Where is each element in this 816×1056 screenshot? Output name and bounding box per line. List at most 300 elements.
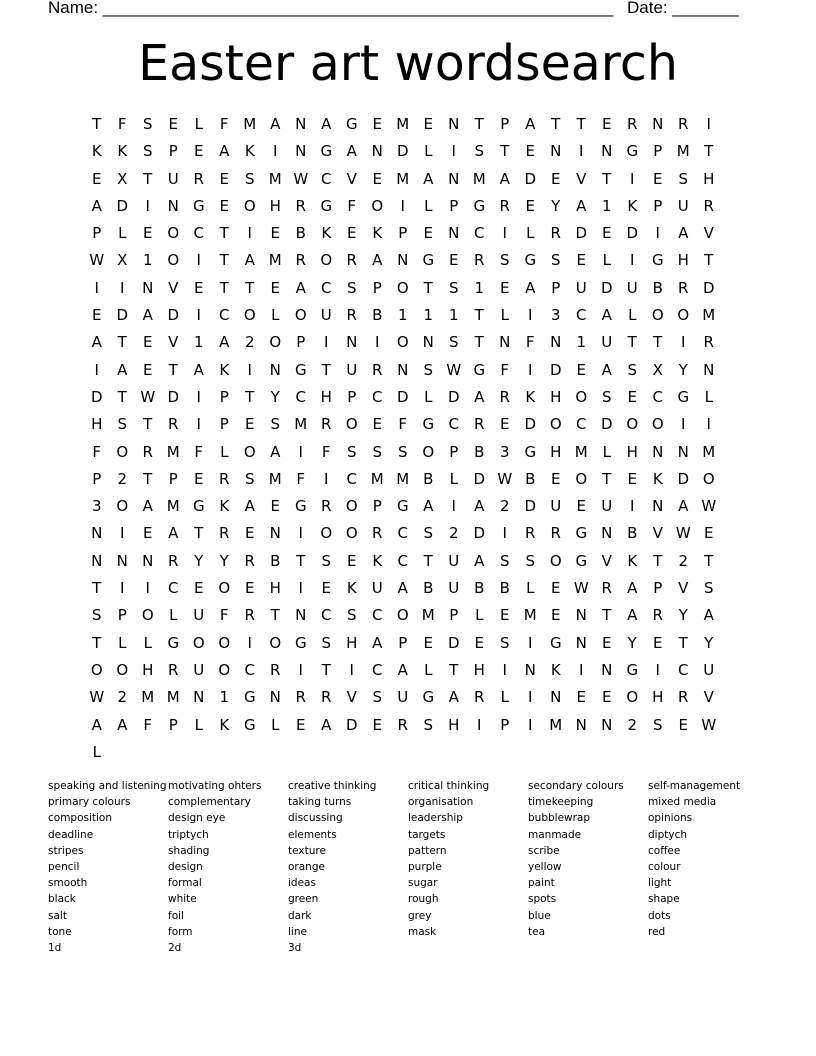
grid-letter: L	[475, 606, 484, 625]
grid-letter: D	[116, 196, 129, 215]
grid-letter: A	[372, 633, 383, 652]
grid-letter: G	[294, 497, 307, 516]
grid-letter: O	[422, 442, 435, 461]
grid-letter: R	[219, 469, 230, 488]
grid-letter: 3	[550, 306, 561, 325]
word-list-item: foil	[168, 909, 184, 922]
word-list-item: white	[168, 893, 197, 906]
grid-letter: Y	[704, 633, 714, 652]
grid-letter: R	[346, 306, 357, 325]
grid-letter: R	[601, 579, 612, 598]
grid-letter: S	[117, 415, 128, 434]
grid-letter: V	[601, 551, 612, 570]
grid-letter: T	[245, 278, 255, 297]
grid-letter: 2	[117, 688, 128, 707]
grid-letter: G	[473, 360, 486, 379]
grid-letter: A	[244, 251, 255, 270]
grid-letter: P	[398, 224, 408, 243]
grid-letter: M	[702, 442, 716, 461]
grid-letter: K	[219, 497, 230, 516]
grid-letter: E	[219, 196, 229, 215]
grid-letter: R	[372, 524, 383, 543]
grid-letter: T	[296, 551, 306, 570]
grid-letter: G	[396, 497, 409, 516]
grid-letter: E	[551, 469, 561, 488]
word-list-item: discussing	[288, 812, 343, 825]
grid-letter: W	[701, 715, 717, 734]
grid-letter: E	[576, 497, 586, 516]
grid-letter: A	[219, 142, 230, 161]
word-list-item: blue	[528, 909, 551, 922]
grid-letter: T	[92, 579, 102, 598]
grid-letter: K	[346, 579, 357, 598]
grid-letter: A	[601, 306, 612, 325]
grid-letter: A	[678, 497, 689, 516]
grid-letter: E	[143, 524, 153, 543]
grid-letter: H	[448, 715, 460, 734]
grid-letter: T	[143, 169, 153, 188]
grid-letter: M	[370, 469, 384, 488]
grid-letter: M	[166, 688, 180, 707]
grid-letter: O	[116, 442, 129, 461]
grid-letter: 1	[601, 196, 612, 215]
grid-letter: O	[345, 415, 358, 434]
grid-letter: E	[474, 633, 484, 652]
grid-letter: Y	[219, 551, 229, 570]
grid-letter: A	[474, 387, 485, 406]
grid-letter: S	[448, 333, 459, 352]
grid-letter: X	[117, 169, 128, 188]
grid-letter: K	[372, 224, 383, 243]
grid-letter: E	[270, 224, 280, 243]
grid-letter: I	[298, 579, 303, 598]
grid-letter: S	[423, 715, 434, 734]
grid-letter: L	[602, 442, 611, 461]
grid-letter: N	[550, 688, 562, 707]
grid-letter: G	[320, 196, 333, 215]
word-list-item: tea	[528, 925, 546, 938]
grid-letter: T	[219, 224, 229, 243]
grid-letter: E	[602, 688, 612, 707]
grid-letter: E	[372, 715, 382, 734]
grid-letter: 3	[499, 442, 510, 461]
grid-letter: L	[118, 224, 127, 243]
grid-letter: E	[347, 551, 357, 570]
word-list-item: targets	[408, 828, 446, 841]
grid-letter: E	[245, 579, 255, 598]
grid-letter: W	[140, 387, 156, 406]
grid-letter: R	[499, 196, 510, 215]
grid-letter: 1	[474, 278, 485, 297]
grid-letter: M	[574, 442, 588, 461]
grid-letter: 1	[576, 333, 587, 352]
grid-letter: P	[168, 142, 178, 161]
grid-letter: G	[524, 442, 537, 461]
grid-letter: D	[626, 224, 639, 243]
grid-letter: V	[678, 579, 689, 598]
grid-letter: F	[296, 469, 306, 488]
header-row	[48, 0, 748, 19]
word-list-item: salt	[48, 909, 67, 922]
grid-letter: O	[651, 306, 664, 325]
name-field-label: Name: ______________________________________________________	[48, 0, 614, 17]
grid-letter: B	[295, 224, 306, 243]
grid-letter: I	[451, 497, 456, 516]
grid-letter: Y	[678, 606, 688, 625]
grid-letter: T	[92, 633, 102, 652]
grid-letter: 1	[193, 333, 204, 352]
grid-letter: U	[601, 333, 613, 352]
grid-letter: N	[269, 524, 281, 543]
grid-letter: O	[243, 196, 256, 215]
grid-letter: I	[681, 415, 686, 434]
grid-letter: O	[626, 415, 639, 434]
grid-letter: S	[448, 278, 459, 297]
grid-letter: G	[575, 524, 588, 543]
grid-letter: N	[422, 333, 434, 352]
grid-letter: S	[142, 115, 153, 133]
grid-letter: K	[372, 551, 383, 570]
grid-letter: A	[627, 606, 638, 625]
grid-letter: P	[347, 387, 357, 406]
grid-letter: N	[703, 360, 715, 379]
grid-letter: T	[168, 360, 178, 379]
grid-letter: I	[528, 715, 533, 734]
grid-letter: L	[526, 579, 535, 598]
word-list-item: form	[168, 925, 193, 938]
grid-letter: T	[143, 415, 153, 434]
grid-letter: C	[397, 551, 408, 570]
grid-letter: I	[502, 224, 507, 243]
grid-letter: K	[91, 142, 102, 161]
letter-grid	[84, 115, 722, 770]
grid-letter: E	[500, 415, 510, 434]
grid-letter: I	[375, 333, 380, 352]
grid-letter: E	[270, 278, 280, 297]
grid-letter: D	[90, 387, 103, 406]
grid-letter: A	[270, 442, 281, 461]
grid-letter: T	[219, 251, 229, 270]
grid-letter: R	[678, 278, 689, 297]
grid-letter: M	[268, 251, 282, 270]
grid-letter: R	[321, 497, 332, 516]
grid-letter: I	[579, 142, 584, 161]
grid-letter: 3	[91, 497, 102, 516]
grid-letter: S	[474, 142, 485, 161]
grid-letter: F	[398, 415, 408, 434]
grid-letter: N	[448, 224, 460, 243]
grid-letter: X	[652, 360, 663, 379]
grid-letter: O	[269, 633, 282, 652]
grid-letter: A	[601, 360, 612, 379]
grid-letter: K	[321, 224, 332, 243]
word-list-item: mixed media	[648, 796, 717, 809]
grid-letter: E	[602, 224, 612, 243]
word-list-item	[528, 941, 648, 957]
grid-letter: A	[270, 115, 281, 133]
grid-letter: E	[653, 633, 663, 652]
grid-letter: R	[372, 360, 383, 379]
grid-letter: O	[218, 633, 231, 652]
grid-letter: G	[626, 142, 639, 161]
grid-letter: E	[525, 142, 535, 161]
grid-letter: O	[575, 387, 588, 406]
grid-letter: K	[219, 360, 230, 379]
grid-letter: R	[499, 387, 510, 406]
grid-letter: M	[166, 442, 180, 461]
grid-letter: O	[345, 524, 358, 543]
grid-letter: G	[294, 633, 307, 652]
grid-letter: E	[194, 142, 204, 161]
grid-letter: T	[602, 169, 612, 188]
grid-letter: V	[652, 524, 663, 543]
grid-letter: 2	[678, 551, 689, 570]
grid-letter: N	[142, 551, 154, 570]
word-list-item: line	[288, 925, 307, 938]
grid-letter: 2	[244, 333, 255, 352]
grid-letter: N	[448, 115, 460, 133]
grid-letter: G	[422, 415, 435, 434]
grid-letter: A	[244, 497, 255, 516]
grid-letter: A	[703, 606, 714, 625]
grid-letter: S	[601, 387, 612, 406]
grid-letter: L	[424, 660, 433, 679]
grid-letter: P	[219, 387, 229, 406]
word-list-item: texture	[288, 844, 326, 857]
grid-letter: U	[448, 551, 460, 570]
grid-letter: P	[372, 278, 382, 297]
grid-letter: D	[600, 415, 613, 434]
grid-letter: B	[270, 551, 281, 570]
grid-letter: C	[397, 524, 408, 543]
grid-letter: O	[320, 524, 333, 543]
grid-letter: P	[653, 579, 663, 598]
grid-letter: E	[219, 169, 229, 188]
grid-letter: P	[653, 196, 663, 215]
grid-letter: 1	[423, 306, 434, 325]
grid-letter: M	[549, 715, 563, 734]
grid-letter: P	[168, 469, 178, 488]
grid-letter: O	[371, 196, 384, 215]
grid-letter: D	[167, 306, 180, 325]
grid-letter: R	[295, 688, 306, 707]
grid-letter: S	[244, 469, 255, 488]
grid-letter: S	[142, 142, 153, 161]
grid-letter: E	[423, 115, 433, 133]
grid-letter: P	[500, 115, 510, 133]
grid-letter: E	[551, 606, 561, 625]
grid-letter: T	[92, 115, 102, 133]
word-list-item: manmade	[528, 828, 582, 841]
grid-letter: P	[92, 224, 102, 243]
grid-letter: O	[192, 633, 205, 652]
grid-letter: N	[371, 142, 383, 161]
grid-letter: L	[194, 715, 203, 734]
grid-letter: P	[168, 715, 178, 734]
grid-letter: P	[449, 442, 459, 461]
word-list-item: orange	[288, 860, 325, 873]
grid-letter: E	[143, 333, 153, 352]
grid-letter: M	[141, 688, 155, 707]
word-list-item: sugar	[408, 877, 438, 890]
grid-letter: E	[449, 251, 459, 270]
grid-letter: A	[168, 524, 179, 543]
grid-letter: Y	[627, 633, 637, 652]
grid-letter: D	[167, 387, 180, 406]
grid-letter: I	[120, 278, 125, 297]
grid-letter: T	[627, 333, 637, 352]
grid-letter: P	[500, 715, 510, 734]
grid-letter: E	[423, 633, 433, 652]
word-list-item: scribe	[528, 844, 560, 857]
grid-letter: 1	[397, 306, 408, 325]
word-list-item: motivating ohters	[168, 780, 262, 792]
grid-letter: N	[269, 688, 281, 707]
grid-letter: L	[424, 142, 433, 161]
grid-letter: L	[500, 688, 509, 707]
grid-letter: E	[143, 360, 153, 379]
grid-letter: 2	[499, 497, 510, 516]
grid-letter: P	[449, 196, 459, 215]
grid-letter: Y	[678, 360, 688, 379]
grid-letter: I	[502, 660, 507, 679]
grid-letter: I	[298, 442, 303, 461]
grid-letter: T	[474, 333, 484, 352]
grid-letter: L	[92, 742, 101, 761]
grid-letter: O	[116, 660, 129, 679]
grid-letter: I	[502, 524, 507, 543]
grid-letter: Y	[551, 196, 561, 215]
date-field-label: Date: _______	[627, 0, 739, 17]
word-list-item: creative thinking	[288, 780, 377, 792]
grid-letter: I	[324, 333, 329, 352]
grid-letter: L	[500, 306, 509, 325]
grid-letter: S	[244, 169, 255, 188]
grid-letter: T	[194, 524, 204, 543]
grid-letter: E	[194, 579, 204, 598]
grid-letter: E	[500, 278, 510, 297]
grid-letter: I	[630, 169, 635, 188]
grid-letter: D	[524, 415, 537, 434]
grid-letter: F	[194, 442, 204, 461]
grid-letter: S	[346, 442, 357, 461]
grid-letter: F	[219, 606, 229, 625]
grid-letter: I	[349, 660, 354, 679]
grid-letter: E	[296, 715, 306, 734]
grid-letter: A	[423, 169, 434, 188]
grid-letter: E	[602, 633, 612, 652]
grid-letter: C	[448, 415, 459, 434]
grid-letter: D	[116, 306, 129, 325]
grid-letter: V	[576, 169, 587, 188]
word-list-item: stripes	[48, 844, 84, 857]
word-list-item: bubblewrap	[528, 812, 591, 825]
grid-letter: G	[626, 660, 639, 679]
grid-letter: O	[626, 688, 639, 707]
grid-letter: W	[573, 579, 589, 598]
word-list-item: critical thinking	[408, 780, 490, 792]
word-list-item: tone	[48, 925, 72, 938]
grid-letter: U	[575, 278, 587, 297]
grid-letter: T	[576, 115, 586, 133]
grid-letter: H	[550, 442, 562, 461]
grid-letter: O	[575, 469, 588, 488]
grid-letter: R	[168, 660, 179, 679]
grid-letter: A	[142, 306, 153, 325]
grid-letter: O	[396, 606, 409, 625]
grid-letter: G	[243, 715, 256, 734]
grid-letter: K	[117, 142, 128, 161]
grid-letter: T	[474, 115, 484, 133]
grid-letter: A	[525, 115, 536, 133]
grid-letter: I	[145, 579, 150, 598]
grid-letter: B	[423, 469, 434, 488]
grid-letter: T	[117, 387, 127, 406]
grid-letter: B	[474, 579, 485, 598]
grid-letter: M	[166, 497, 180, 516]
grid-letter: N	[448, 169, 460, 188]
grid-letter: A	[474, 551, 485, 570]
grid-letter: R	[474, 251, 485, 270]
grid-letter: A	[499, 169, 510, 188]
grid-letter: C	[576, 306, 587, 325]
grid-letter: H	[346, 633, 358, 652]
grid-letter: S	[499, 251, 510, 270]
grid-letter: L	[424, 196, 433, 215]
grid-letter: D	[473, 469, 486, 488]
grid-letter: R	[550, 524, 561, 543]
grid-letter: R	[550, 224, 561, 243]
grid-letter: E	[270, 497, 280, 516]
grid-letter: N	[652, 497, 664, 516]
grid-letter: N	[601, 715, 613, 734]
grid-letter: O	[243, 442, 256, 461]
grid-letter: A	[91, 715, 102, 734]
grid-letter: C	[321, 169, 332, 188]
grid-letter: 2	[117, 469, 128, 488]
grid-letter: S	[499, 551, 510, 570]
grid-letter: E	[576, 251, 586, 270]
grid-letter: 1	[448, 306, 459, 325]
word-list-item: opinions	[648, 812, 693, 825]
grid-letter: W	[446, 360, 462, 379]
grid-letter: W	[293, 169, 309, 188]
grid-letter: O	[218, 579, 231, 598]
grid-letter: R	[525, 524, 536, 543]
grid-letter: R	[219, 524, 230, 543]
grid-letter: A	[117, 360, 128, 379]
grid-letter: A	[295, 278, 306, 297]
grid-letter: A	[321, 115, 332, 133]
grid-letter: 2	[448, 524, 459, 543]
grid-letter: E	[347, 224, 357, 243]
grid-letter: A	[346, 142, 357, 161]
word-list-item: coffee	[648, 844, 681, 857]
grid-letter: E	[372, 415, 382, 434]
grid-letter: I	[247, 633, 252, 652]
grid-letter: N	[550, 142, 562, 161]
grid-letter: F	[143, 715, 153, 734]
grid-letter: K	[627, 551, 638, 570]
grid-letter: H	[142, 660, 154, 679]
word-list-item: taking turns	[288, 796, 352, 809]
grid-letter: R	[474, 688, 485, 707]
grid-letter: O	[549, 415, 562, 434]
grid-letter: I	[706, 415, 711, 434]
grid-letter: C	[576, 415, 587, 434]
grid-letter: N	[346, 333, 358, 352]
grid-letter: E	[372, 115, 382, 133]
